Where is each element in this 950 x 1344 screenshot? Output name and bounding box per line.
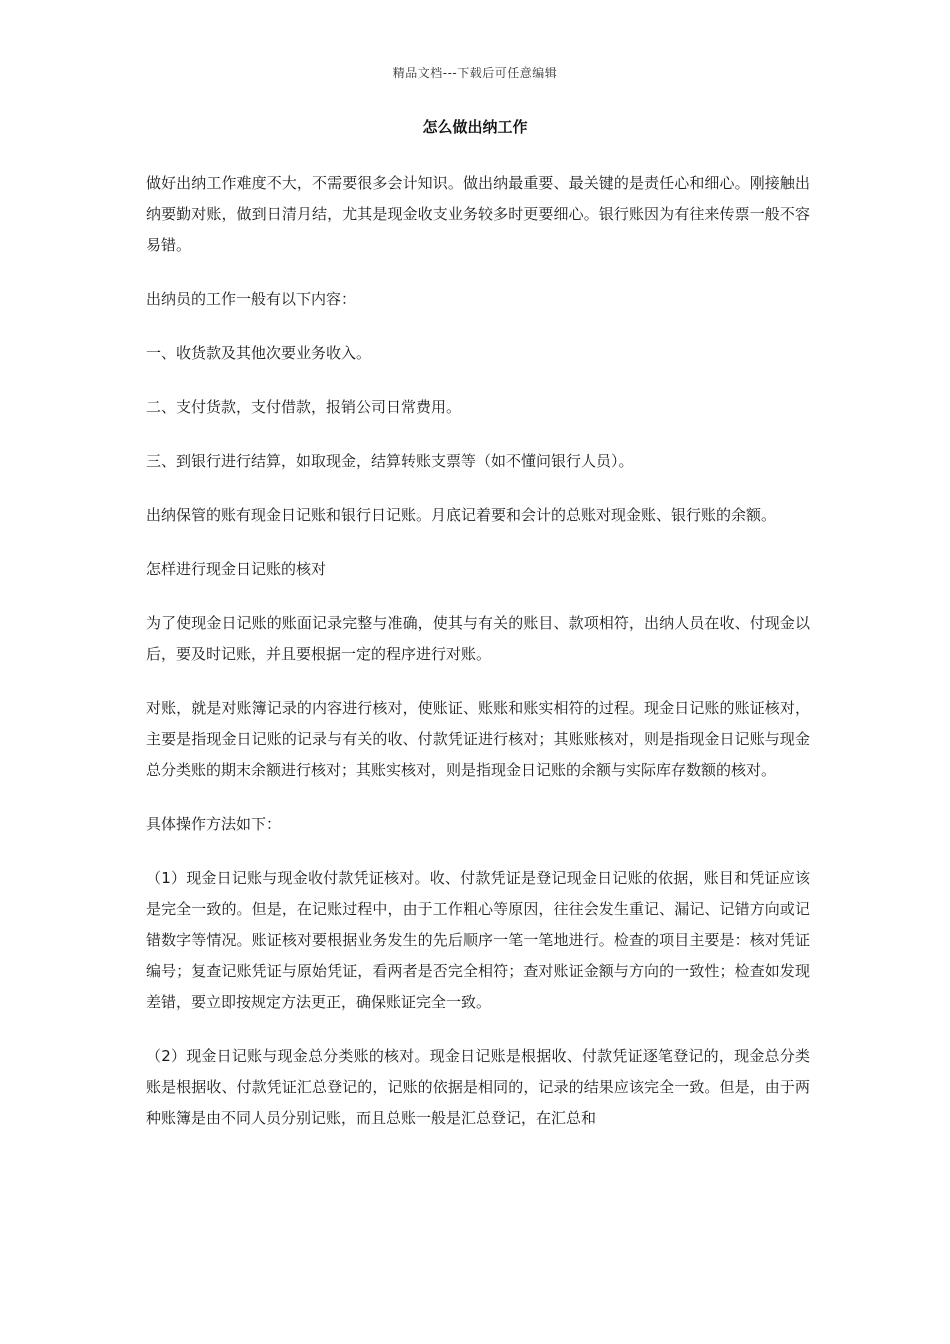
document-title: 怎么做出纳工作 — [422, 118, 528, 136]
paragraph-duty-3: 三、到银行进行结算，如取现金，结算转账支票等（如不懂问银行人员）。 — [146, 452, 634, 470]
paragraph-section-heading: 怎样进行现金日记账的核对 — [146, 560, 327, 578]
paragraph-method-2: （2）现金日记账与现金总分类账的核对。现金日记账是根据收、付款凭证逐笔登记的，现金总分类账是根据收、付款凭证汇总登记的，记账的依据是相同的，记录的结果应该完全一致。但是，由于两种账簿是由不同人员分别记账，而且总账一般是汇总登记，在汇总和 — [146, 1047, 810, 1127]
paragraph-method-heading: 具体操作方法如下： — [146, 815, 282, 833]
paragraph-ledgers: 出纳保管的账有现金日记账和银行日记账。月底记着要和会计的总账对现金账、银行账的余额。 — [146, 506, 777, 524]
paragraph-purpose: 为了使现金日记账的账面记录完整与准确，使其与有关的账目、款项相符，出纳人员在收、付现金以后，要及时记账，并且要根据一定的程序进行对账。 — [146, 614, 810, 663]
paragraph-intro: 做好出纳工作难度不大，不需要很多会计知识。做出纳最重要、最关键的是责任心和细心。刚接触出纳要勤对账，做到日清月结，尤其是现金收支业务较多时更要细心。银行账因为有往来传票一般不容易错。 — [146, 174, 810, 254]
paragraph-duty-1: 一、收货款及其他次要业务收入。 — [146, 344, 372, 362]
paragraph-reconciliation: 对账，就是对账簿记录的内容进行核对，使账证、账账和账实相符的过程。现金日记账的账证核对，主要是指现金日记账的记录与有关的收、付款凭证进行核对；其账账核对，则是指现金日记账与现金总分类账的期末余额进行核对；其账实核对，则是指现金日记账的余额与实际库存数额的核对。 — [146, 699, 810, 779]
paragraph-duty-2: 二、支付货款，支付借款，报销公司日常费用。 — [146, 398, 462, 416]
paragraph-duties-heading: 出纳员的工作一般有以下内容： — [146, 290, 357, 308]
page-header-caption: 精品文档---下载后可任意编辑 — [392, 66, 558, 80]
document-body — [146, 168, 810, 1134]
paragraph-method-1: （1）现金日记账与现金收付款凭证核对。收、付款凭证是登记现金日记账的依据，账目和凭证应该是完全一致的。但是，在记账过程中，由于工作粗心等原因，往往会发生重记、漏记、记错方向或记错数字等情况。账证核对要根据业务发生的先后顺序一笔一笔地进行。检查的项目主要是：核对凭证编号；复查记账凭证与原始凭证，看两者是否完全相符；查对账证金额与方向的一致性；检查如发现差错，要立即按规定方法更正，确保账证完全一致。 — [146, 869, 810, 1011]
